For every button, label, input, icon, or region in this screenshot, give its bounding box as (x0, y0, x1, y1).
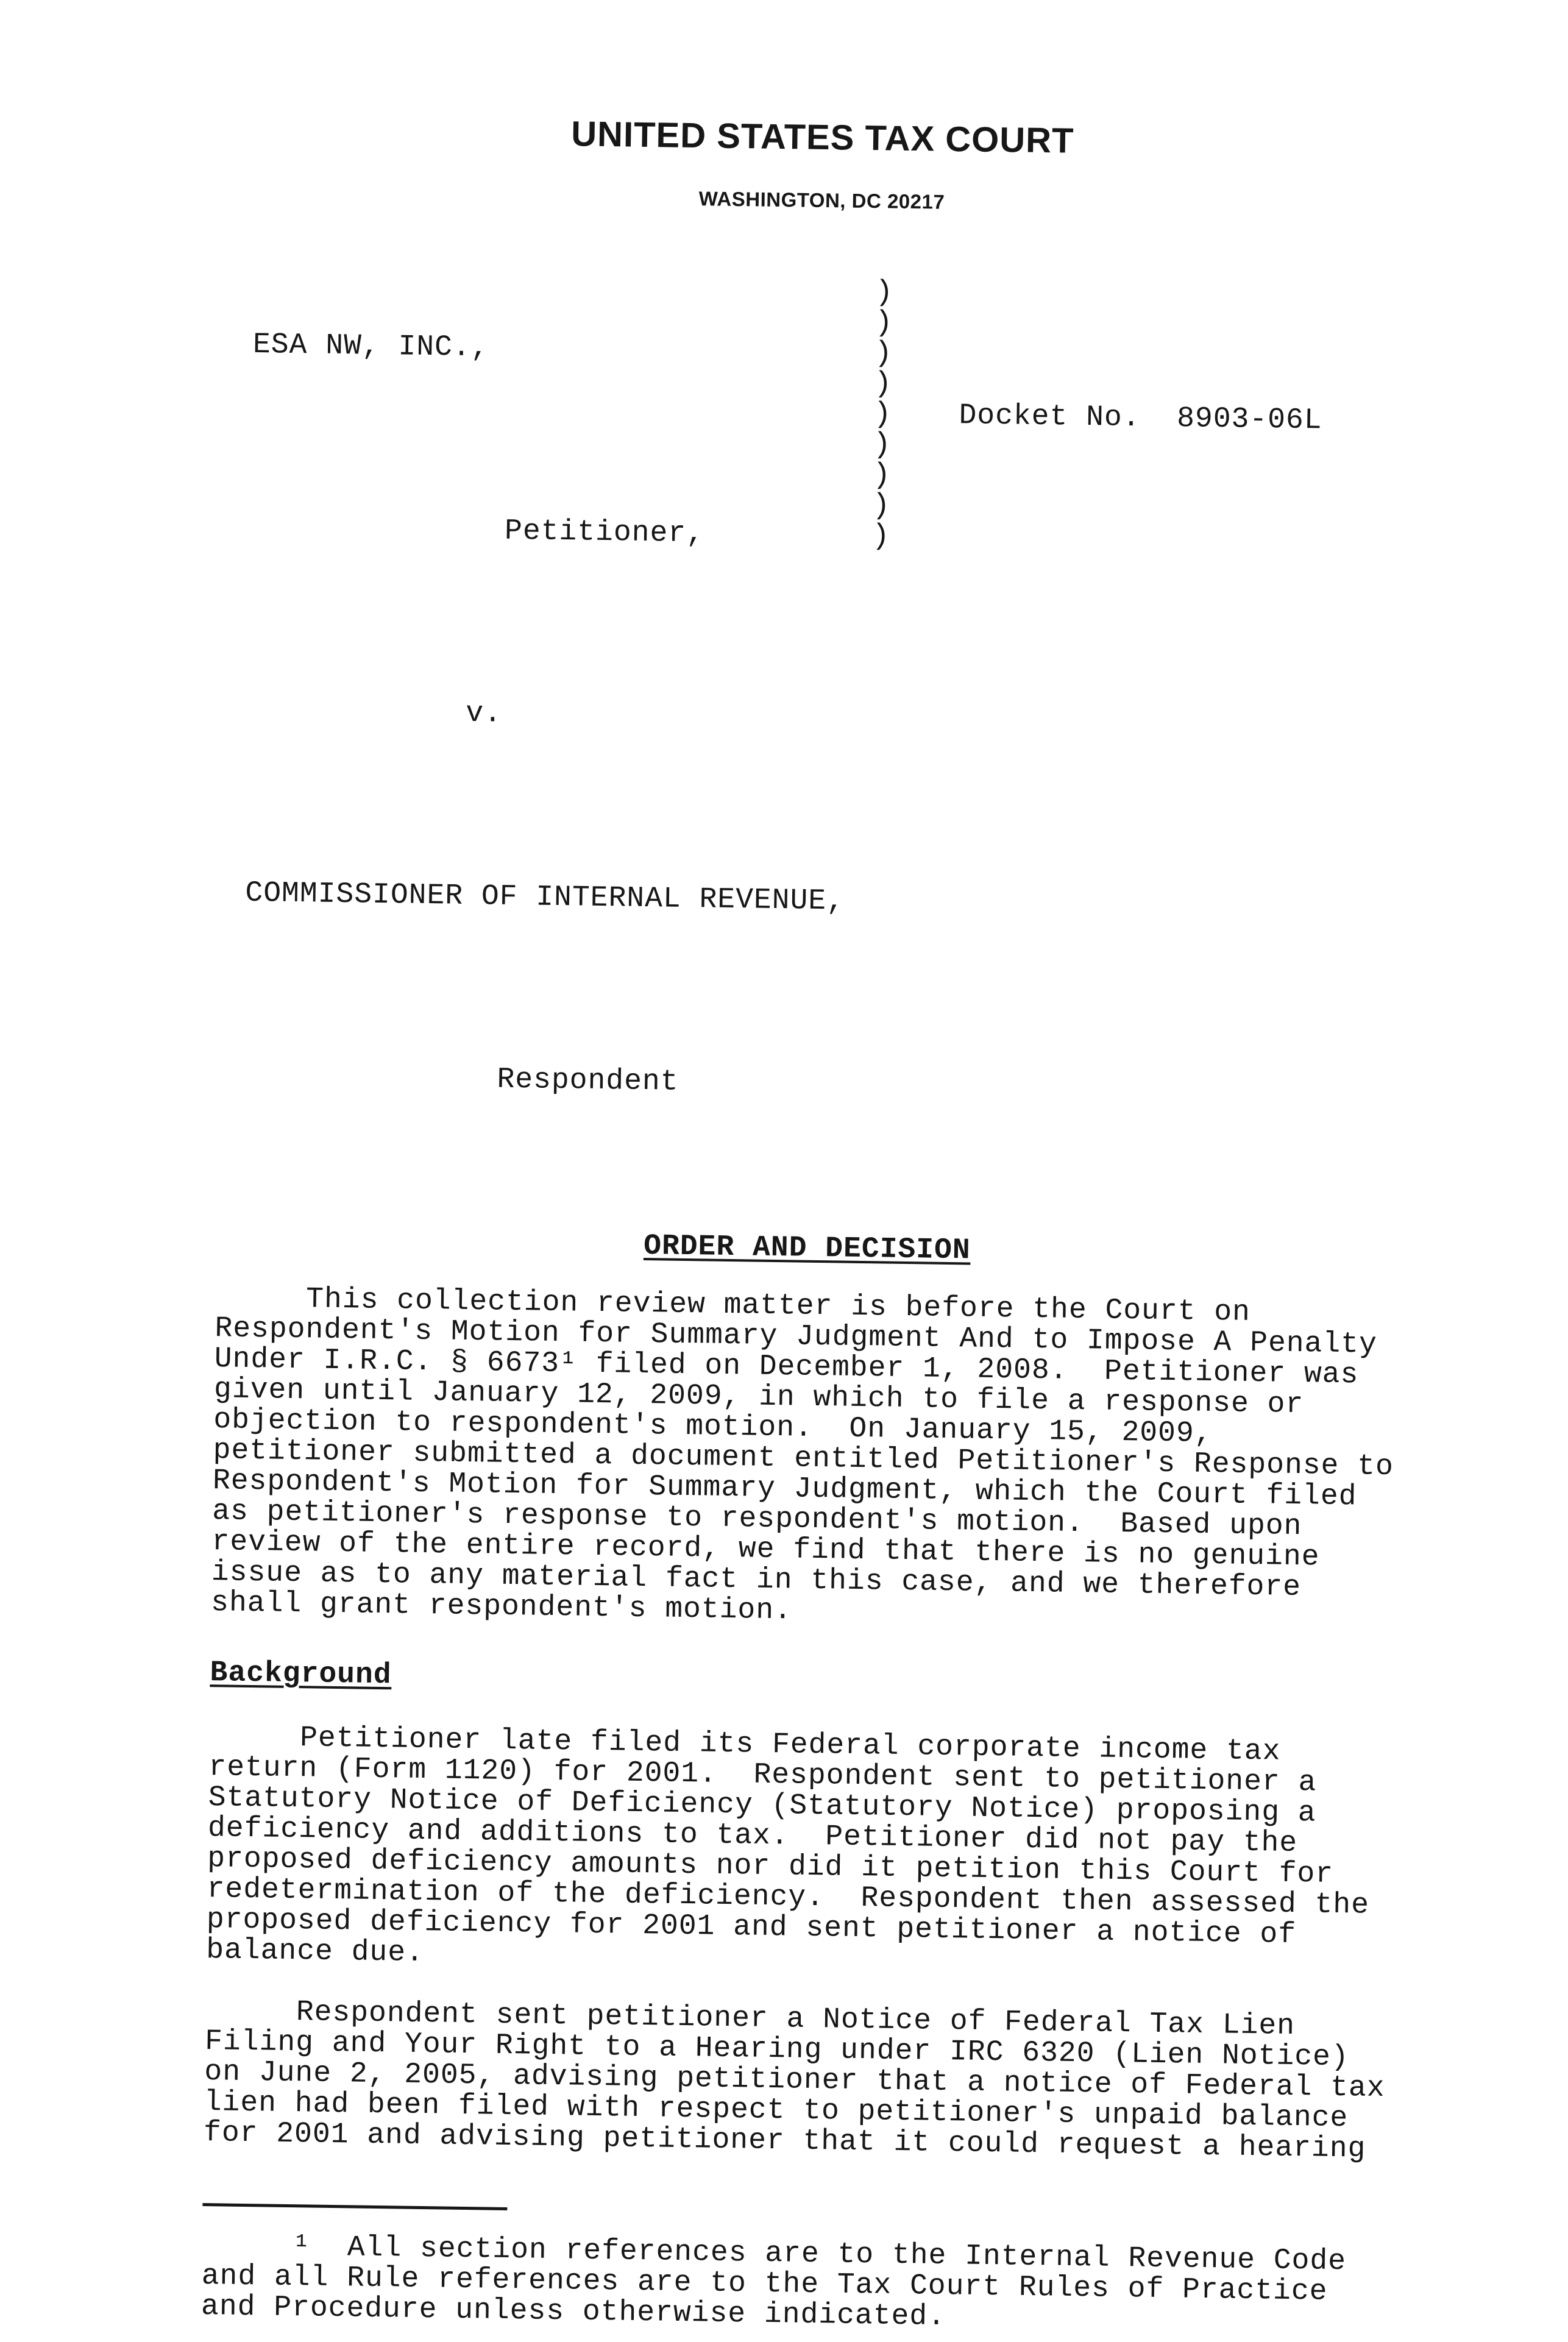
court-address: WASHINGTON, DC 20217 (698, 187, 945, 213)
background-paragraph: Respondent sent petitioner a Notice of Federal Tax Lien Filing and Your Right to a Hearing under IRC 6320 (Lien Notice) on June 2, 2005, advising petitioner that a notice of Federal tax lien had been filed with respect to petitioner's unpaid balance for 2001 and advising petitioner that it could request a hearing (203, 1995, 1385, 2166)
respondent-designation: Respondent (242, 1059, 679, 1099)
footnote-text: ¹ All section references are to the Internal Revenue Code and all Rule references are to the Tax Court Rules of Practice and Procedure unless otherwise indicated. (200, 2229, 1347, 2334)
footnote-separator-rule (202, 2203, 507, 2210)
caption-paren-rule: ) ) ) ) ) ) ) ) ) (871, 276, 894, 553)
respondent-party-name: COMMISSIONER OF INTERNAL REVENUE, (245, 876, 845, 918)
petitioner-party-name: ESA NW, INC., (252, 328, 489, 365)
caption-spacer-line (252, 421, 874, 460)
docket-number: Docket No. 8903-06L (959, 399, 1322, 438)
court-name: UNITED STATES TAX COURT (570, 114, 1074, 161)
background-section (204, 1618, 1393, 2165)
order-paragraph: This collection review matter is before the Court on Respondent's Motion for Summary Judgment And to Impose A Penalty Under I.R.C. § 6673¹ filed on December 1, 2008. Petitioner was given until January 12, 2009, in which to file a response or objection to respondent's motion. On January 15, 2009, petitioner submitted a document entitled Petitioner's Response to Respondent's Motion for Summary Judgment, which the Court filed as petitioner's response to respondent's motion. Based upon review of the entire record, we find that there is no genuine issue as to any material fact in this case, and we therefore shall grant respondent's motion. (210, 1282, 1394, 1628)
caption-spacer-line (249, 604, 871, 643)
order-body (0, 1222, 1551, 2340)
versus-abbreviation: v. (247, 694, 503, 731)
caption-spacer-line (246, 787, 868, 826)
background-heading: Background (210, 1656, 392, 1692)
caption-parties (242, 269, 876, 1161)
background-paragraph: Petitioner late filed its Federal corporate income tax return (Form 1120) for 2001. Respondent sent to petitioner a Statutory Notice of Deficiency (Statutory Notice) proposing a deficiency and additions to tax. Petitioner did not pay the proposed deficiency amounts nor did it petition this Court for redetermination of the deficiency. Respondent then assessed the proposed deficiency for 2001 and sent petitioner a notice of balance due. (205, 1720, 1370, 1970)
case-caption (242, 269, 1564, 1171)
caption-spacer-line (244, 970, 866, 1009)
order-and-decision-heading: ORDER AND DECISION (643, 1229, 971, 1268)
petitioner-designation: Petitioner, (250, 511, 705, 551)
